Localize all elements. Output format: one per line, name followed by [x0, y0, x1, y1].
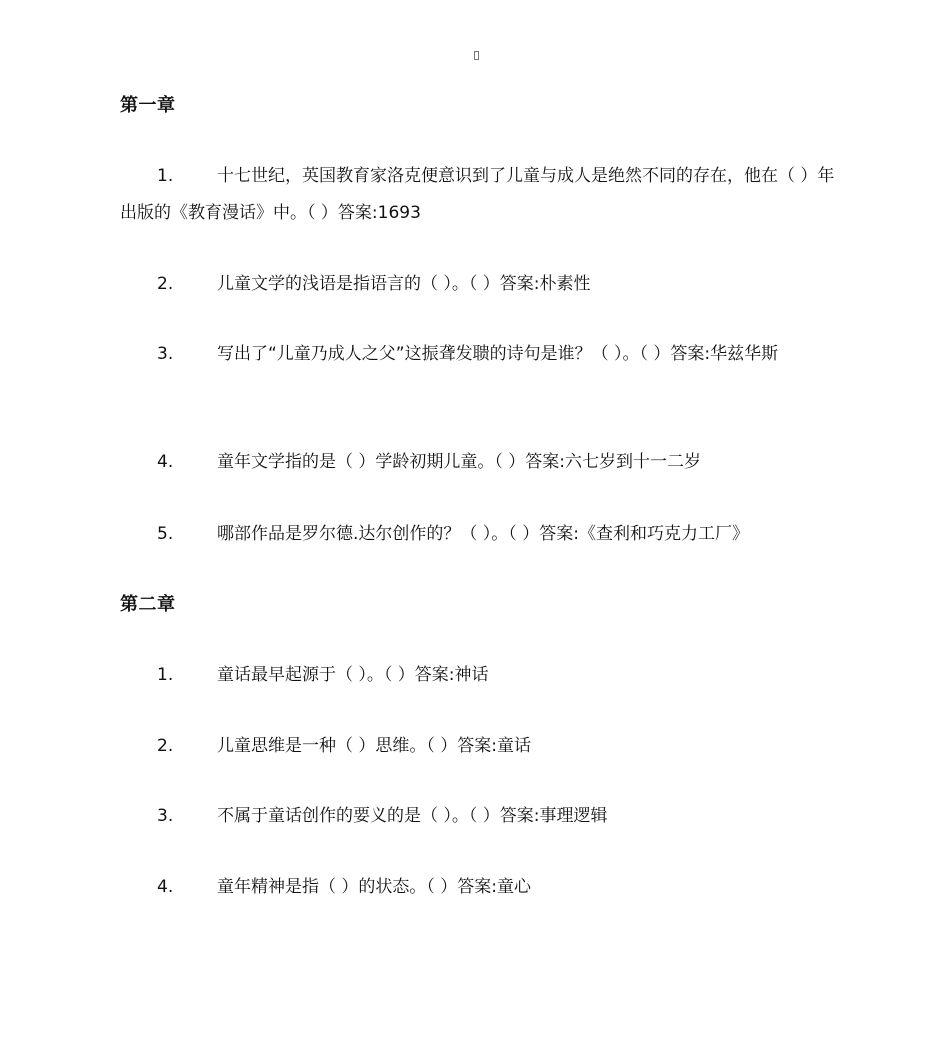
- page-marker-icon: [474, 51, 479, 60]
- question-number: 2.: [157, 736, 174, 756]
- question-number: 3.: [157, 806, 174, 826]
- question-item: [120, 516, 835, 553]
- question-item: [120, 728, 835, 765]
- question-text: 儿童思维是一种（ ）思维。（ ）答案:童话: [217, 736, 532, 756]
- question-item: [120, 158, 835, 232]
- question-item: [120, 444, 835, 481]
- question-text: 不属于童话创作的要义的是（ ）。（ ）答案:事理逻辑: [217, 806, 608, 826]
- question-item: [120, 869, 835, 906]
- chapter-title: 第一章: [120, 95, 176, 116]
- question-number: 3.: [157, 344, 174, 364]
- question-item: [120, 266, 835, 303]
- question-number: 1.: [157, 665, 174, 685]
- question-text: 童年文学指的是（ ）学龄初期儿童。（ ）答案:六七岁到十一二岁: [217, 452, 702, 472]
- question-number: 4.: [157, 452, 174, 472]
- question-text: 童年精神是指（ ）的状态。（ ）答案:童心: [217, 877, 532, 897]
- question-item: [120, 336, 835, 373]
- question-text: 儿童文学的浅语是指语言的（ ）。（ ）答案:朴素性: [217, 274, 591, 294]
- chapter-title: 第二章: [120, 594, 176, 615]
- question-number: 4.: [157, 877, 174, 897]
- question-number: 2.: [157, 274, 174, 294]
- question-number: 5.: [157, 524, 174, 544]
- question-text: 十七世纪，英国教育家洛克便意识到了儿童与成人是绝然不同的存在，他在（ ）年出版的《教育漫话》中。（ ）答案:1693: [120, 166, 835, 223]
- question-item: [120, 798, 835, 835]
- question-text: 童话最早起源于（ ）。（ ）答案:神话: [217, 665, 489, 685]
- question-item: [120, 657, 835, 694]
- question-text: 写出了“儿童乃成人之父”这振聋发聩的诗句是谁？（ ）。（ ）答案:华兹华斯: [217, 344, 779, 364]
- question-number: 1.: [157, 166, 174, 186]
- question-text: 哪部作品是罗尔德.达尔创作的？（ ）。（ ）答案:《查利和巧克力工厂》: [217, 524, 749, 544]
